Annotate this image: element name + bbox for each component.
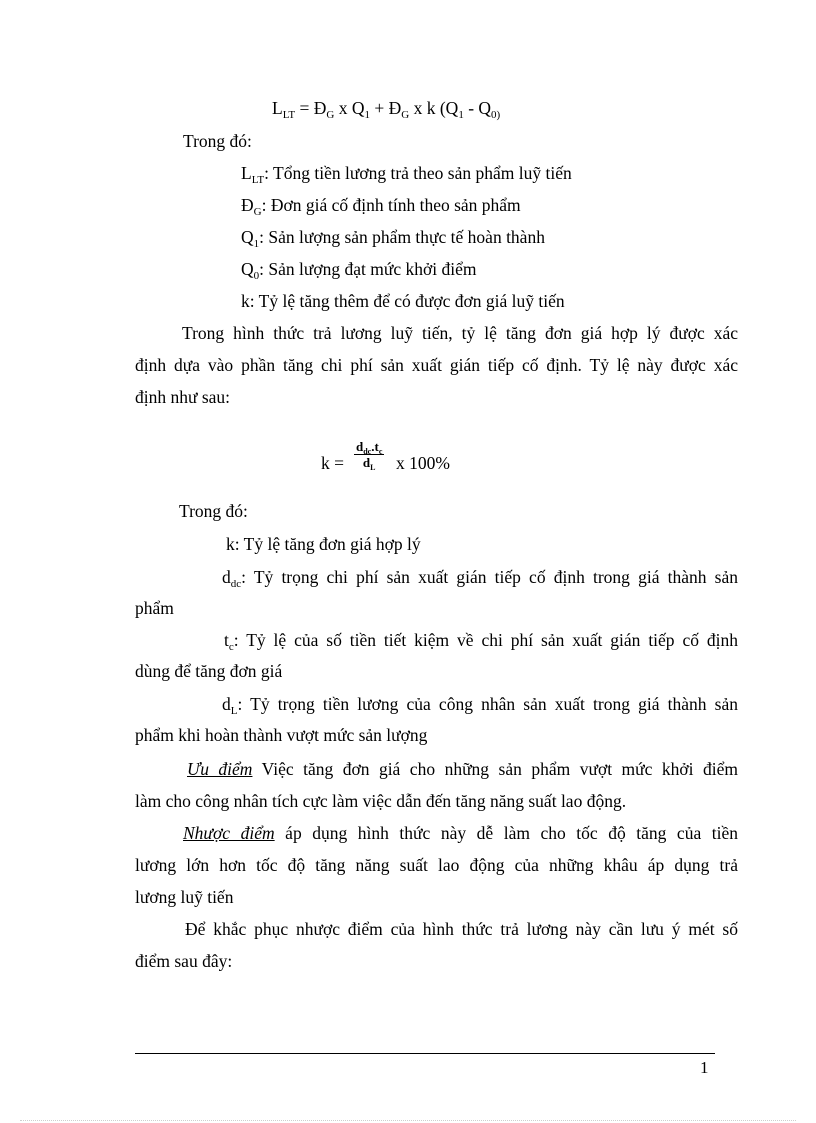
- definition-tc-cont: dùng để tăng đơn giá: [135, 661, 283, 681]
- advantage-line: làm cho công nhân tích cực làm việc dẫn đến tăng năng suất lao động.: [135, 791, 627, 811]
- page-edge-dotted-line: [20, 1120, 796, 1121]
- paragraph-line: định như sau:: [135, 387, 231, 407]
- definition-k-rate: k: Tỷ lệ tăng đơn giá hợp lý: [226, 534, 421, 554]
- definition-tc: $t_c$: Tỷ lệ của số tiền tiết kiệm về chi phí sản xuất gián tiếp cố định: [224, 630, 738, 653]
- formula-progressive-wage: $L_{LT}$ = $Đ_G$ x $Q_1$ + $Đ_G$ x k ($Q_1 - Q_{0)}$: [272, 98, 501, 121]
- definition-llt: $L_{LT}$: Tổng tiền lương trả theo sản phẩm luỹ tiến: [241, 163, 572, 186]
- advantage-label: Ưu điểm: [187, 759, 253, 779]
- formula-k-rhs: x 100%: [396, 453, 450, 473]
- definition-dl: $d_L$: Tỷ trọng tiền lương của công nhân sản xuất trong giá thành sản: [222, 694, 738, 717]
- disadvantage-line: lương lớn hơn tốc độ tăng năng suất lao động của những khâu áp dụng trả: [135, 855, 738, 875]
- definition-k: k: Tỷ lệ tăng thêm để có được đơn giá luỹ tiến: [241, 291, 565, 311]
- formula-k-lhs: k =: [321, 453, 344, 473]
- advantage-line: Ưu điểm Việc tăng đơn giá cho những sản phẩm vượt mức khởi điểm: [187, 759, 738, 779]
- definition-ddc-cont: phẩm: [135, 598, 174, 618]
- where-label: Trong đó:: [183, 131, 252, 151]
- definition-dl-cont: phẩm khi hoàn thành vượt mức sản lượng: [135, 725, 428, 745]
- disadvantage-line: Nhược điểm áp dụng hình thức này dễ làm cho tốc độ tăng của tiền: [183, 823, 738, 843]
- closing-line: Để khắc phục nhược điểm của hình thức trả lương này cần lưu ý mét số: [185, 919, 738, 939]
- closing-line: điểm sau đây:: [135, 951, 233, 971]
- page-number: 1: [700, 1058, 709, 1077]
- paragraph-line: định dựa vào phần tăng chi phí sản xuất gián tiếp cố định. Tỷ lệ này được xác: [135, 355, 738, 375]
- definition-q1: $Q_1$: Sản lượng sản phẩm thực tế hoàn thành: [241, 227, 545, 250]
- definition-dg: $Đ_G$: Đơn giá cố định tính theo sản phẩm: [241, 195, 521, 218]
- where-label: Trong đó:: [179, 501, 248, 521]
- formula-k-fraction: $d_{dc}.t_c$ $d_L$: [356, 439, 383, 472]
- footer-divider: [135, 1053, 715, 1054]
- disadvantage-label: Nhược điểm: [183, 823, 275, 843]
- disadvantage-line: lương luỹ tiến: [135, 887, 234, 907]
- definition-ddc: $d_{dc}$: Tỷ trọng chi phí sản xuất gián tiếp cố định trong giá thành sản: [222, 567, 738, 590]
- paragraph-line: Trong hình thức trả lương luỹ tiến, tỷ lệ tăng đơn giá hợp lý được xác: [182, 323, 738, 343]
- definition-q0: $Q_0$: Sản lượng đạt mức khởi điểm: [241, 259, 477, 282]
